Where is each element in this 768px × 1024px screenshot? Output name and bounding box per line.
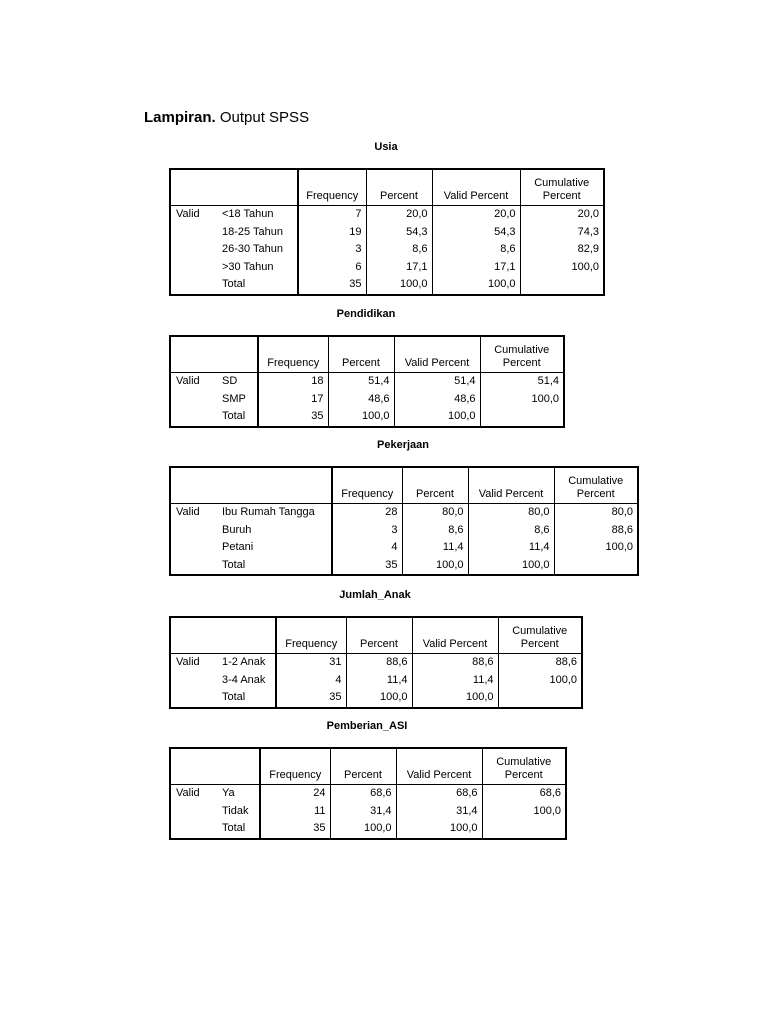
header-cumulative-line1: Cumulative [494,344,550,356]
header-valid-percent: Valid Percent [412,617,498,654]
header-empty-cell [218,169,298,206]
row-group-label: Valid [170,654,218,672]
header-cumulative-line1: Cumulative [534,177,590,189]
row-label: >30 Tahun [218,259,298,277]
header-empty-cell [170,748,218,785]
header-frequency: Frequency [260,748,330,785]
table-title: Pekerjaan [377,439,429,451]
header-valid-percent: Valid Percent [468,467,554,504]
cell-percent: 8,6 [366,241,432,259]
cell-percent: 80,0 [402,504,468,522]
row-group-empty [170,408,218,427]
cell-cumulative-percent: 100,0 [498,672,582,690]
cell-percent: 11,4 [346,672,412,690]
header-frequency: Frequency [298,169,366,206]
header-empty-cell [218,748,260,785]
table-row [170,539,638,557]
heading-rest: Output SPSS [215,109,310,126]
row-group-empty [170,689,218,708]
cell-percent: 20,0 [366,206,432,224]
cell-cumulative-percent [520,276,604,295]
cell-valid-percent: 51,4 [394,373,480,391]
row-group-label: Valid [170,206,218,224]
header-cumulative-percent [482,748,566,785]
table-title: Pendidikan [336,308,396,320]
table-header-row [170,336,564,373]
cell-valid-percent: 88,6 [412,654,498,672]
cell-frequency: 3 [332,522,402,540]
cell-cumulative-percent [554,557,638,576]
cell-frequency: 4 [332,539,402,557]
row-label: Buruh [218,522,332,540]
cell-frequency: 11 [260,803,330,821]
header-valid-percent: Valid Percent [432,169,520,206]
cell-percent: 100,0 [366,276,432,295]
cell-cumulative-percent [482,820,566,839]
cell-percent: 11,4 [402,539,468,557]
cell-frequency: 3 [298,241,366,259]
header-percent: Percent [402,467,468,504]
cell-frequency: 19 [298,224,366,242]
row-label: 1-2 Anak [218,654,276,672]
cell-valid-percent: 48,6 [394,391,480,409]
cell-valid-percent: 100,0 [394,408,480,427]
cell-percent: 51,4 [328,373,394,391]
table-row [170,373,564,391]
row-group-label: Valid [170,785,218,803]
table-row [170,276,604,295]
header-cumulative-line1: Cumulative [512,625,568,637]
table-header-row [170,467,638,504]
cell-percent: 17,1 [366,259,432,277]
table-row [170,224,604,242]
cell-cumulative-percent [480,408,564,427]
cell-cumulative-percent: 88,6 [498,654,582,672]
cell-valid-percent: 100,0 [412,689,498,708]
header-empty-cell [170,169,218,206]
cell-cumulative-percent: 100,0 [482,803,566,821]
header-percent: Percent [366,169,432,206]
table-row [170,689,582,708]
header-empty-cell [218,336,258,373]
row-label: <18 Tahun [218,206,298,224]
cell-valid-percent: 80,0 [468,504,554,522]
table-header-row [170,617,582,654]
cell-valid-percent: 100,0 [396,820,482,839]
header-percent: Percent [328,336,394,373]
header-empty-cell [170,467,218,504]
cell-percent: 100,0 [330,820,396,839]
cell-cumulative-percent: 80,0 [554,504,638,522]
row-label: Total [218,408,258,427]
cell-cumulative-percent: 20,0 [520,206,604,224]
header-valid-percent: Valid Percent [396,748,482,785]
row-label: Tidak [218,803,260,821]
cell-cumulative-percent: 68,6 [482,785,566,803]
header-empty-cell [170,336,218,373]
cell-valid-percent: 100,0 [468,557,554,576]
cell-cumulative-percent: 100,0 [520,259,604,277]
table-header-row [170,169,604,206]
cell-frequency: 28 [332,504,402,522]
header-percent: Percent [330,748,396,785]
row-group-empty [170,259,218,277]
cell-frequency: 35 [258,408,328,427]
cell-frequency: 24 [260,785,330,803]
row-group-empty [170,803,218,821]
row-group-empty [170,391,218,409]
header-cumulative-line1: Cumulative [568,475,624,487]
table-row [170,522,638,540]
table-row [170,557,638,576]
table-row [170,206,604,224]
cell-frequency: 35 [260,820,330,839]
row-label: Total [218,557,332,576]
table-row [170,408,564,427]
header-cumulative-percent [498,617,582,654]
cell-valid-percent: 8,6 [432,241,520,259]
row-group-empty [170,241,218,259]
row-label: Ya [218,785,260,803]
row-label: 26-30 Tahun [218,241,298,259]
header-percent: Percent [346,617,412,654]
row-group-label: Valid [170,373,218,391]
cell-valid-percent: 11,4 [468,539,554,557]
cell-percent: 31,4 [330,803,396,821]
header-frequency: Frequency [276,617,346,654]
row-label: SMP [218,391,258,409]
cell-cumulative-percent: 100,0 [554,539,638,557]
table-row [170,672,582,690]
header-cumulative-line2: Percent [502,357,541,369]
cell-percent: 88,6 [346,654,412,672]
cell-percent: 54,3 [366,224,432,242]
cell-percent: 68,6 [330,785,396,803]
header-valid-percent: Valid Percent [394,336,480,373]
cell-frequency: 18 [258,373,328,391]
table-row [170,504,638,522]
cell-valid-percent: 17,1 [432,259,520,277]
cell-frequency: 35 [298,276,366,295]
row-label: Ibu Rumah Tangga [218,504,332,522]
cell-percent: 100,0 [402,557,468,576]
cell-cumulative-percent [498,689,582,708]
cell-frequency: 7 [298,206,366,224]
header-frequency: Frequency [332,467,402,504]
row-group-empty [170,276,218,295]
table-row [170,803,566,821]
row-label: Total [218,276,298,295]
table-row [170,391,564,409]
header-cumulative-line2: Percent [504,769,543,781]
frequency-table [169,335,565,428]
row-label: 18-25 Tahun [218,224,298,242]
frequency-table [169,747,567,840]
cell-frequency: 35 [332,557,402,576]
header-frequency: Frequency [258,336,328,373]
cell-valid-percent: 54,3 [432,224,520,242]
frequency-table [169,168,605,296]
page-heading [144,109,309,126]
table-row [170,241,604,259]
row-group-empty [170,224,218,242]
cell-frequency: 35 [276,689,346,708]
row-label: Total [218,820,260,839]
cell-valid-percent: 20,0 [432,206,520,224]
table-header-row [170,748,566,785]
table-row [170,785,566,803]
cell-cumulative-percent: 82,9 [520,241,604,259]
table-row [170,259,604,277]
header-cumulative-line1: Cumulative [496,756,552,768]
cell-percent: 48,6 [328,391,394,409]
row-group-empty [170,557,218,576]
header-cumulative-percent [554,467,638,504]
row-label: Petani [218,539,332,557]
cell-valid-percent: 8,6 [468,522,554,540]
row-label: 3-4 Anak [218,672,276,690]
cell-frequency: 31 [276,654,346,672]
row-group-empty [170,539,218,557]
header-cumulative-line2: Percent [542,190,581,202]
table-title: Usia [374,141,398,153]
cell-percent: 100,0 [346,689,412,708]
header-cumulative-line2: Percent [520,638,559,650]
table-title: Jumlah_Anak [339,589,411,601]
cell-cumulative-percent: 88,6 [554,522,638,540]
header-empty-cell [218,617,276,654]
cell-valid-percent: 68,6 [396,785,482,803]
header-cumulative-percent [480,336,564,373]
cell-cumulative-percent: 51,4 [480,373,564,391]
cell-valid-percent: 100,0 [432,276,520,295]
table-row [170,820,566,839]
frequency-table [169,616,583,709]
row-group-label: Valid [170,504,218,522]
cell-percent: 8,6 [402,522,468,540]
row-group-empty [170,672,218,690]
row-group-empty [170,820,218,839]
cell-percent: 100,0 [328,408,394,427]
row-label: Total [218,689,276,708]
table-row [170,654,582,672]
frequency-table [169,466,639,576]
row-group-empty [170,522,218,540]
cell-frequency: 4 [276,672,346,690]
header-empty-cell [170,617,218,654]
heading-bold: Lampiran. [144,109,216,126]
cell-frequency: 6 [298,259,366,277]
header-empty-cell [218,467,332,504]
cell-valid-percent: 11,4 [412,672,498,690]
cell-cumulative-percent: 74,3 [520,224,604,242]
header-cumulative-line2: Percent [576,488,615,500]
cell-cumulative-percent: 100,0 [480,391,564,409]
table-title: Pemberian_ASI [326,720,408,732]
cell-valid-percent: 31,4 [396,803,482,821]
row-label: SD [218,373,258,391]
header-cumulative-percent [520,169,604,206]
cell-frequency: 17 [258,391,328,409]
